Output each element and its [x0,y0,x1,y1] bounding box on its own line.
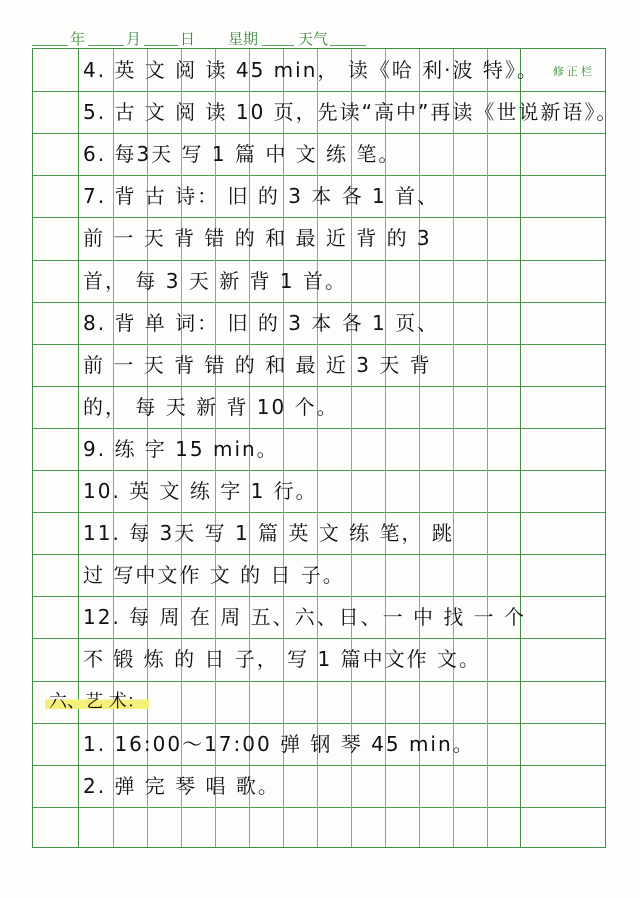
handwritten-line: 的， 每 天 新 背 10 个。 [83,394,339,419]
grid-column-line [520,49,521,847]
section-heading-art [45,681,149,723]
handwritten-line: 9. 练 字 15 min。 [83,436,279,461]
handwritten-line: 首， 每 3 天 新 背 1 首。 [83,268,347,293]
handwritten-line: 前 一 天 背 错 的 和 最 近 背 的 3 [83,226,432,251]
page-header [0,0,640,50]
header-year-label: 年 [70,30,86,48]
handwritten-line: 5. 古 文 阅 读 10 页，先读“高中”再读《世说新语》。 [83,100,619,125]
handwritten-line: 1. 16:00～17:00 弹 钢 琴 45 min。 [83,731,475,756]
handwritten-line: 前 一 天 背 错 的 和 最 近 3 天 背 [83,352,432,377]
header-blank-year [32,45,68,46]
header-blank-day [144,45,178,46]
writing-grid [32,48,619,848]
header-blank-weekday [262,45,294,46]
handwritten-line: 10. 英 文 练 字 1 行。 [83,479,318,503]
handwritten-line: 12. 每 周 在 周 五、六、日、一 中 找 一 个 [83,605,527,630]
correction-column-label: 修正栏 [553,65,595,78]
handwritten-line: 6. 每3天 写 1 篇 中 文 练 笔。 [83,142,401,167]
grid-column-line [487,49,488,847]
handwritten-line: 过 写中文作 文 的 日 子。 [83,563,345,588]
handwritten-line: 不 锻 炼 的 日 子， 写 1 篇中文作 文。 [83,647,481,672]
handwritten-line: 4. 英 文 阅 读 45 min， 读《哈 利·波 特》。 [83,58,539,82]
grid-column-line [78,49,79,847]
header-month-label: 月 [126,30,142,48]
header-weekday-label: 星期 [228,30,259,48]
handwritten-line: 7. 背 古 诗： 旧 的 3 本 各 1 首、 [83,184,440,209]
header-blank-weather [330,45,366,46]
header-blank-month [88,45,124,46]
handwritten-line: 8. 背 单 词： 旧 的 3 本 各 1 页、 [83,310,440,335]
handwritten-line: 2. 弹 完 琴 唱 歌。 [83,773,280,798]
section-heading-text: 六、艺 术： [45,691,149,712]
header-day-label: 日 [180,30,196,48]
header-weather-label: 天气 [298,30,329,48]
handwritten-line: 11. 每 3天 写 1 篇 英 文 练 笔， 跳 [83,521,454,546]
